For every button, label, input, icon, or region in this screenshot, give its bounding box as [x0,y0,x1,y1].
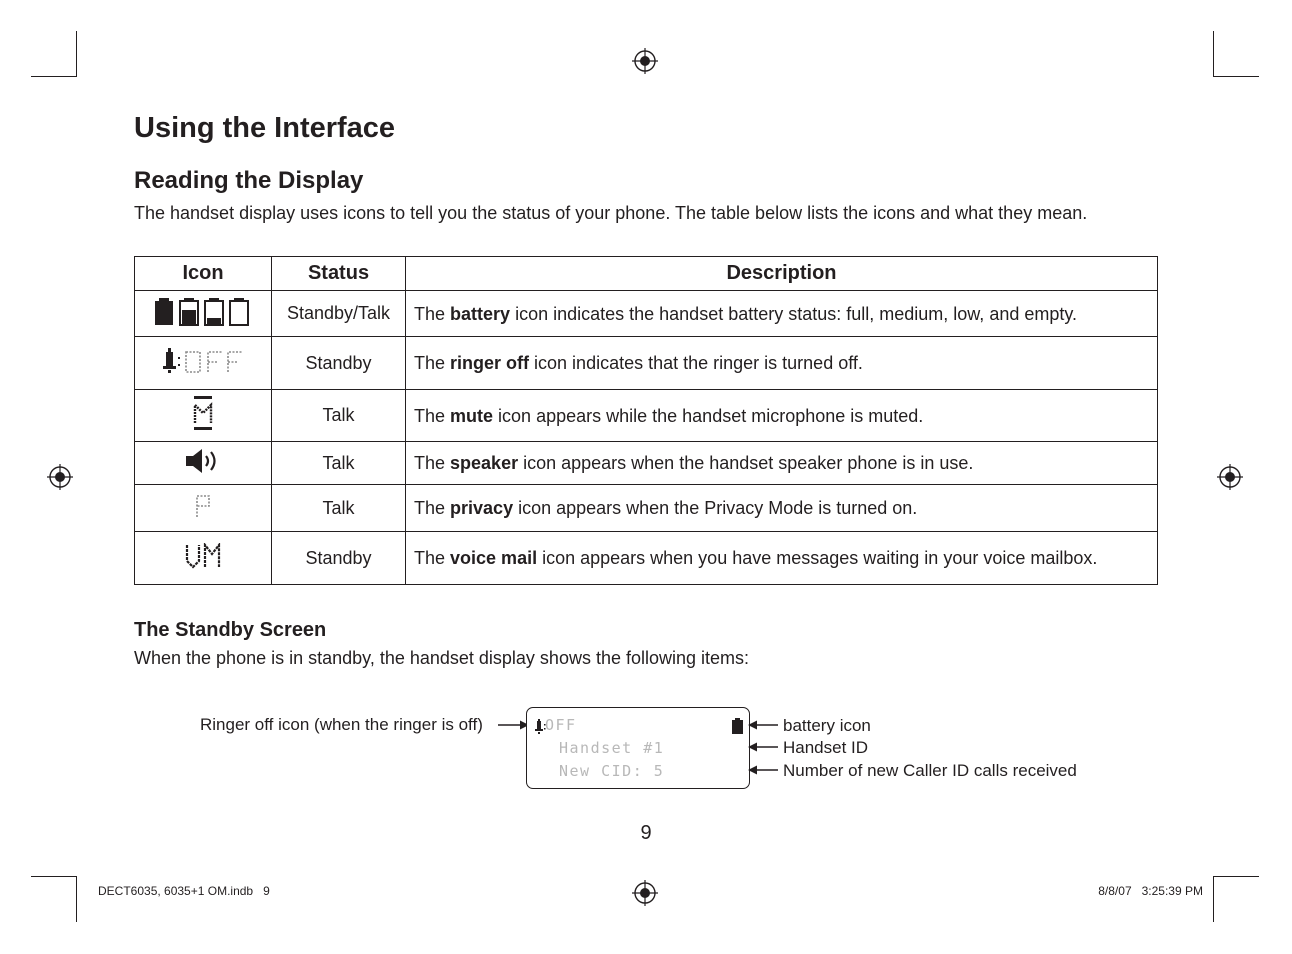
table-row [135,485,1158,532]
footer-file-info: DECT6035, 6035+1 OM.indb 9 [98,884,270,898]
description-keyword: voice mail [450,548,538,568]
table-row [135,337,1158,390]
arrow-to-battery-icon [748,719,778,731]
arrow-to-new-cid-icon [748,764,778,776]
callout-ringer-off: Ringer off icon (when the ringer is off) [200,715,483,734]
column-header-description: Description [406,257,1158,291]
description-keyword: speaker [450,453,519,473]
icon-cell [135,291,272,337]
display-handset-id: Handset #1 [559,739,665,757]
table-row [135,442,1158,485]
description-text: The [414,498,451,518]
callout-battery: battery icon [783,716,871,735]
page-number: 9 [640,822,652,844]
standby-paragraph: When the phone is in standby, the handset display shows the following items: [134,648,750,668]
mute-icon [192,395,214,431]
icon-cell [135,390,272,442]
table-row [135,532,1158,585]
status-cell: Standby [272,337,406,390]
description-text: The [414,303,451,324]
registration-mark-right-icon [1217,464,1243,490]
description-cell [406,390,1158,442]
description-text: The [414,405,451,426]
description-text: The [414,548,451,568]
status-cell: Standby/Talk [272,291,406,337]
description-text: The [414,353,451,373]
registration-mark-top-icon [632,48,658,74]
icon-cell [135,442,272,485]
description-cell [406,485,1158,532]
description-keyword: privacy [450,498,514,518]
status-cell: Standby [272,532,406,585]
display-ringer-status: OFF [545,716,577,734]
table-row [135,291,1158,337]
description-text: icon appears when the Privacy Mode is turned on. [513,498,918,518]
description-keyword: mute [450,405,494,426]
crop-mark-bottom-right-v [1213,876,1214,922]
description-text: The [414,453,451,473]
table-header-row [135,257,1158,291]
battery-small-icon [732,718,743,734]
crop-mark-bottom-right-h [1213,876,1259,877]
description-text: icon indicates the handset battery status: full, medium, low, and empty. [510,303,1078,324]
description-text: icon appears when you have messages waiting in your voice mailbox. [537,548,1098,568]
icon-cell [135,485,272,532]
status-cell: Talk [272,485,406,532]
privacy-icon [194,493,212,519]
ringer-off-icon [162,347,244,375]
description-text: icon appears while the handset microphone is muted. [493,405,924,426]
column-header-status: Status [272,257,406,291]
crop-mark-bottom-left-h [31,876,77,877]
crop-mark-top-right-v [1213,31,1214,77]
description-cell [406,291,1158,337]
description-text: icon indicates that the ringer is turned off. [529,353,863,373]
callout-new-cid: Number of new Caller ID calls received [783,761,1077,780]
description-keyword: ringer off [450,353,530,373]
footer-timestamp: 8/8/07 3:25:39 PM [1098,884,1203,898]
description-cell [406,337,1158,390]
description-cell [406,442,1158,485]
voice-mail-icon [185,543,221,569]
crop-mark-top-right-h [1213,76,1259,77]
speaker-icon [185,447,221,475]
status-cell: Talk [272,442,406,485]
icon-cell [135,532,272,585]
table-row [135,390,1158,442]
crop-mark-top-left-v [76,31,77,77]
registration-mark-bottom-icon [632,880,658,906]
standby-section-title: The Standby Screen [134,619,327,641]
intro-paragraph: The handset display uses icons to tell you the status of your phone. The table below lists the icons and what they mean. [134,203,1088,223]
crop-mark-top-left-h [31,76,77,77]
battery-levels-icon [154,296,252,326]
arrow-to-handset-id-icon [748,741,778,753]
description-keyword: battery [450,303,511,324]
column-header-icon: Icon [135,257,272,291]
registration-mark-left-icon [47,464,73,490]
display-new-cid: New CID: 5 [559,762,665,780]
description-text: icon appears when the handset speaker phone is in use. [518,453,974,473]
page-title: Using the Interface [134,112,396,144]
crop-mark-bottom-left-v [76,876,77,922]
icon-cell [135,337,272,390]
section-title: Reading the Display [134,167,364,194]
description-cell [406,532,1158,585]
callout-handset-id: Handset ID [783,738,869,757]
standby-display [526,707,750,789]
icon-table [134,256,1158,585]
status-cell: Talk [272,390,406,442]
